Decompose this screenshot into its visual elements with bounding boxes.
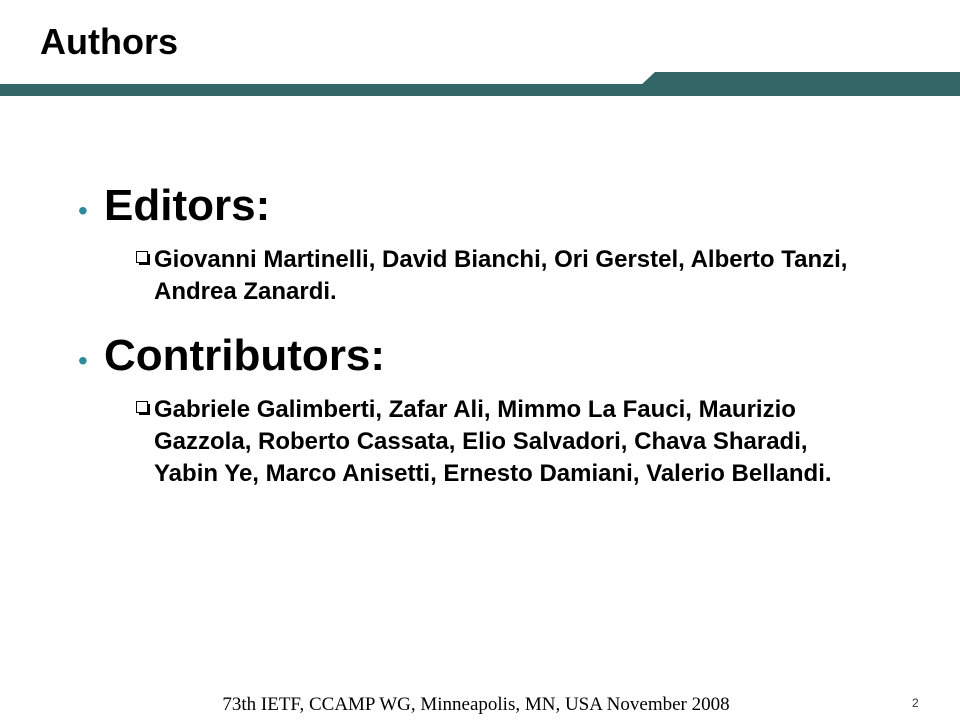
page-number: 2 [912,696,919,710]
editors-bullet [78,180,878,232]
contributors-list-item [136,394,866,490]
editors-heading: Editors: [104,181,271,230]
checkbox-bullet-icon [136,401,150,415]
bullet-dot-icon: • [78,345,88,376]
contributors-bullet [78,330,878,382]
editors-section [78,180,878,308]
slide-footer [0,694,960,716]
contributors-heading: Contributors: [104,331,386,380]
editors-names: Giovanni Martinelli, David Bianchi, Ori Gerstel, Alberto Tanzi, Andrea Zanardi. [154,246,848,305]
editors-list-item [136,244,866,308]
footer-text: 73th IETF, CCAMP WG, Minneapolis, MN, USA November 2008 [222,694,730,715]
bullet-dot-icon: • [78,195,88,226]
slide-title: Authors [40,21,178,62]
contributors-section [78,330,878,490]
contributors-names: Gabriele Galimberti, Zafar Ali, Mimmo La Fauci, Maurizio Gazzola, Roberto Cassata, Elio Salvadori, Chava Sharadi, Yabin Ye, Marco Anisetti, Ernesto Damiani, Valerio Bellandi. [154,396,832,487]
checkbox-bullet-icon [136,251,150,265]
